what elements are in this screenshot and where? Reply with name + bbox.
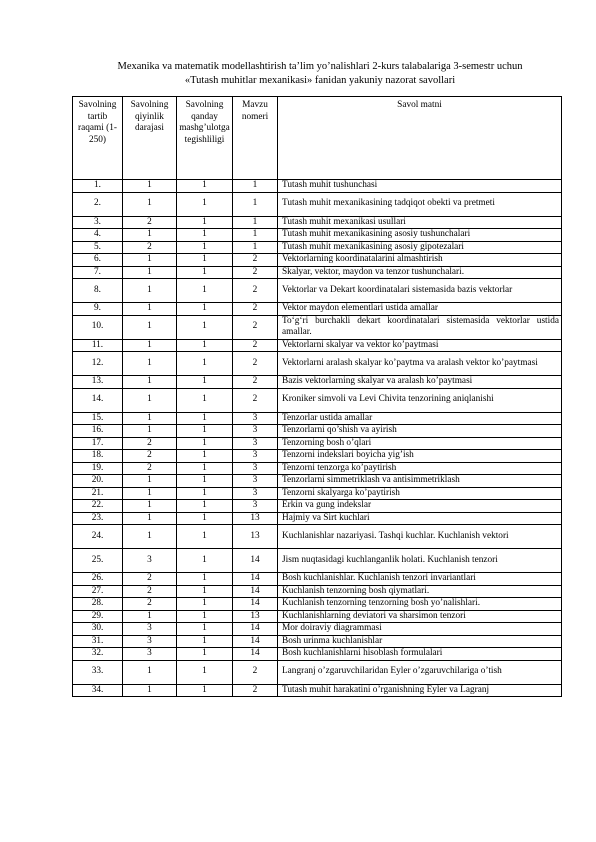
row-number: 25. (73, 549, 123, 573)
row-session-type: 1 (177, 180, 233, 193)
row-difficulty: 2 (123, 450, 177, 463)
row-difficulty: 1 (123, 303, 177, 316)
row-question-text: Langranj o’zgaruvchilaridan Eyler o’zgaruvchilariga o’tish (278, 660, 562, 684)
row-question-text: Tenzorni indekslari boyicha yig’ish (278, 450, 562, 463)
row-topic-number: 13 (233, 610, 278, 623)
row-difficulty: 3 (123, 549, 177, 573)
row-session-type: 1 (177, 475, 233, 488)
row-question-text: Kroniker simvoli va Levi Chivita tenzorining aniqlanishi (278, 388, 562, 412)
questions-table (72, 96, 562, 697)
table-row (73, 180, 562, 193)
table-row (73, 241, 562, 254)
row-session-type: 1 (177, 339, 233, 352)
table-row (73, 437, 562, 450)
row-topic-number: 2 (233, 254, 278, 267)
row-session-type: 1 (177, 598, 233, 611)
row-question-text: Tutash muhit mexanikasining asosiy gipotezalari (278, 241, 562, 254)
row-topic-number: 1 (233, 192, 278, 216)
table-row (73, 192, 562, 216)
row-difficulty: 1 (123, 229, 177, 242)
table-row (73, 573, 562, 586)
table-row (73, 216, 562, 229)
row-difficulty: 2 (123, 241, 177, 254)
table-row (73, 635, 562, 648)
row-topic-number: 14 (233, 648, 278, 661)
row-number: 26. (73, 573, 123, 586)
row-question-text: Skalyar, vektor, maydon va tenzor tushunchalari. (278, 266, 562, 279)
header-topic-number: Mavzu nomeri (233, 97, 278, 180)
table-row (73, 598, 562, 611)
row-question-text: Tenzorlarni simmetriklash va antisimmetriklash (278, 475, 562, 488)
row-question-text: To‘g‘ri burchakli dekart koordinatalari sistemasida vektorlar ustida amallar. (278, 315, 562, 339)
row-topic-number: 3 (233, 475, 278, 488)
row-topic-number: 2 (233, 684, 278, 697)
row-topic-number: 3 (233, 437, 278, 450)
row-topic-number: 14 (233, 635, 278, 648)
row-number: 10. (73, 315, 123, 339)
row-topic-number: 14 (233, 573, 278, 586)
row-session-type: 1 (177, 425, 233, 438)
row-topic-number: 13 (233, 512, 278, 525)
table-row (73, 585, 562, 598)
row-session-type: 1 (177, 684, 233, 697)
row-question-text: Tutash muhit mexanikasining tadqiqot obekti va pretmeti (278, 192, 562, 216)
row-question-text: Tutash muhit harakatini o’rganishning Eyler va Lagranj (278, 684, 562, 697)
row-number: 30. (73, 623, 123, 636)
row-difficulty: 2 (123, 437, 177, 450)
row-number: 6. (73, 254, 123, 267)
row-question-text: Tenzorlar ustida amallar (278, 412, 562, 425)
row-question-text: Vektorlarni aralash skalyar ko’paytma va aralash vektor ko’paytmasi (278, 352, 562, 376)
row-difficulty: 3 (123, 648, 177, 661)
row-question-text: Bosh kuchlanishlarni hisoblash formulalari (278, 648, 562, 661)
row-number: 15. (73, 412, 123, 425)
row-topic-number: 1 (233, 216, 278, 229)
row-topic-number: 1 (233, 180, 278, 193)
row-topic-number: 2 (233, 315, 278, 339)
row-topic-number: 2 (233, 266, 278, 279)
row-number: 9. (73, 303, 123, 316)
row-difficulty: 1 (123, 180, 177, 193)
table-row (73, 425, 562, 438)
row-difficulty: 1 (123, 192, 177, 216)
row-number: 23. (73, 512, 123, 525)
row-number: 18. (73, 450, 123, 463)
row-question-text: Tenzorning bosh o’qlari (278, 437, 562, 450)
row-session-type: 1 (177, 525, 233, 549)
row-number: 2. (73, 192, 123, 216)
row-session-type: 1 (177, 388, 233, 412)
table-row (73, 525, 562, 549)
row-session-type: 1 (177, 623, 233, 636)
row-question-text: Vektorlarning koordinatalarini almashtirish (278, 254, 562, 267)
row-question-text: Tutash muhit mexanikasi usullari (278, 216, 562, 229)
table-row (73, 315, 562, 339)
row-topic-number: 14 (233, 598, 278, 611)
row-session-type: 1 (177, 352, 233, 376)
table-row (73, 475, 562, 488)
row-question-text: Bosh urinma kuchlanishlar (278, 635, 562, 648)
row-question-text: Mor doiraviy diagrammasi (278, 623, 562, 636)
row-number: 31. (73, 635, 123, 648)
row-question-text: Bosh kuchlanishlar. Kuchlanish tenzori invariantlari (278, 573, 562, 586)
row-session-type: 1 (177, 610, 233, 623)
row-difficulty: 1 (123, 610, 177, 623)
table-row (73, 660, 562, 684)
row-session-type: 1 (177, 487, 233, 500)
row-difficulty: 1 (123, 315, 177, 339)
row-difficulty: 2 (123, 216, 177, 229)
row-difficulty: 1 (123, 425, 177, 438)
row-difficulty: 1 (123, 376, 177, 389)
table-row (73, 623, 562, 636)
row-topic-number: 2 (233, 388, 278, 412)
row-topic-number: 2 (233, 352, 278, 376)
row-session-type: 1 (177, 412, 233, 425)
row-difficulty: 1 (123, 339, 177, 352)
row-difficulty: 3 (123, 623, 177, 636)
table-row (73, 388, 562, 412)
row-topic-number: 3 (233, 425, 278, 438)
row-topic-number: 14 (233, 549, 278, 573)
row-session-type: 1 (177, 585, 233, 598)
table-row (73, 487, 562, 500)
row-number: 33. (73, 660, 123, 684)
row-topic-number: 2 (233, 376, 278, 389)
title-line-2: «Tutash muhitlar mexanikasi» fanidan yakuniy nazorat savollari (184, 75, 456, 86)
row-number: 17. (73, 437, 123, 450)
row-question-text: Tenzorni tenzorga ko’paytirish (278, 462, 562, 475)
row-topic-number: 3 (233, 487, 278, 500)
row-difficulty: 2 (123, 573, 177, 586)
row-session-type: 1 (177, 241, 233, 254)
table-row (73, 376, 562, 389)
table-row (73, 610, 562, 623)
row-question-text: Vektor maydon elementlari ustida amallar (278, 303, 562, 316)
row-session-type: 1 (177, 462, 233, 475)
row-session-type: 1 (177, 376, 233, 389)
row-difficulty: 1 (123, 487, 177, 500)
row-number: 12. (73, 352, 123, 376)
row-question-text: Kuchlanishlar nazariyasi. Tashqi kuchlar. Kuchlanish vektori (278, 525, 562, 549)
row-difficulty: 1 (123, 500, 177, 513)
row-question-text: Kuchlanish tenzorning bosh qiymatlari. (278, 585, 562, 598)
table-row (73, 648, 562, 661)
row-difficulty: 3 (123, 635, 177, 648)
row-topic-number: 2 (233, 303, 278, 316)
row-topic-number: 3 (233, 500, 278, 513)
row-number: 20. (73, 475, 123, 488)
row-difficulty: 1 (123, 525, 177, 549)
table-row (73, 512, 562, 525)
table-row (73, 254, 562, 267)
row-number: 4. (73, 229, 123, 242)
table-row (73, 462, 562, 475)
table-row (73, 450, 562, 463)
row-topic-number: 2 (233, 339, 278, 352)
row-difficulty: 1 (123, 279, 177, 303)
row-number: 24. (73, 525, 123, 549)
row-difficulty: 2 (123, 462, 177, 475)
title-line-1: Mexanika va matematik modellashtirish ta’lim yo’nalishlari 2-kurs talabalariga 3-semestr uchun (117, 61, 523, 72)
table-row (73, 549, 562, 573)
row-session-type: 1 (177, 254, 233, 267)
row-question-text: Tenzorlarni qo’shish va ayirish (278, 425, 562, 438)
row-difficulty: 1 (123, 475, 177, 488)
row-difficulty: 1 (123, 352, 177, 376)
row-number: 7. (73, 266, 123, 279)
row-question-text: Bazis vektorlarning skalyar va aralash ko’paytmasi (278, 376, 562, 389)
row-number: 8. (73, 279, 123, 303)
document-title (70, 60, 570, 88)
row-session-type: 1 (177, 437, 233, 450)
row-question-text: Vektorlar va Dekart koordinatalari sistemasida bazis vektorlar (278, 279, 562, 303)
table-row (73, 266, 562, 279)
table-row (73, 339, 562, 352)
row-question-text: Jism nuqtasidagi kuchlanganlik holati. Kuchlanish tenzori (278, 549, 562, 573)
row-topic-number: 1 (233, 241, 278, 254)
row-topic-number: 1 (233, 229, 278, 242)
table-row (73, 352, 562, 376)
row-topic-number: 14 (233, 585, 278, 598)
row-difficulty: 1 (123, 412, 177, 425)
row-difficulty: 1 (123, 660, 177, 684)
header-question-number: Savolning tartib raqami (1-250) (73, 97, 123, 180)
header-difficulty: Savolning qiyinlik darajasi (123, 97, 177, 180)
row-topic-number: 13 (233, 525, 278, 549)
row-question-text: Kuchlanish tenzorning tenzorning bosh yo’nalishlari. (278, 598, 562, 611)
row-topic-number: 3 (233, 462, 278, 475)
row-difficulty: 1 (123, 254, 177, 267)
row-session-type: 1 (177, 192, 233, 216)
row-question-text: Tutash muhit mexanikasining asosiy tushunchalari (278, 229, 562, 242)
row-session-type: 1 (177, 500, 233, 513)
row-session-type: 1 (177, 648, 233, 661)
row-session-type: 1 (177, 303, 233, 316)
row-number: 19. (73, 462, 123, 475)
row-session-type: 1 (177, 635, 233, 648)
table-row (73, 412, 562, 425)
row-difficulty: 1 (123, 684, 177, 697)
row-session-type: 1 (177, 229, 233, 242)
row-difficulty: 1 (123, 388, 177, 412)
row-number: 16. (73, 425, 123, 438)
row-difficulty: 2 (123, 585, 177, 598)
row-session-type: 1 (177, 266, 233, 279)
row-topic-number: 2 (233, 279, 278, 303)
row-question-text: Tutash muhit tushunchasi (278, 180, 562, 193)
row-number: 3. (73, 216, 123, 229)
row-session-type: 1 (177, 573, 233, 586)
row-number: 5. (73, 241, 123, 254)
row-number: 28. (73, 598, 123, 611)
row-question-text: Kuchlanishlarning deviatori va sharsimon tenzori (278, 610, 562, 623)
row-topic-number: 2 (233, 660, 278, 684)
row-number: 32. (73, 648, 123, 661)
row-question-text: Erkin va gung indekslar (278, 500, 562, 513)
header-question-text: Savol matni (278, 97, 562, 180)
row-session-type: 1 (177, 512, 233, 525)
row-difficulty: 2 (123, 598, 177, 611)
row-session-type: 1 (177, 216, 233, 229)
table-body (73, 180, 562, 697)
table-row (73, 279, 562, 303)
row-number: 22. (73, 500, 123, 513)
row-difficulty: 1 (123, 266, 177, 279)
table-row (73, 500, 562, 513)
row-question-text: Hajmiy va Sirt kuchlari (278, 512, 562, 525)
header-session-type: Savolning qanday mashg’ulotga tegishliligi (177, 97, 233, 180)
row-question-text: Tenzorni skalyarga ko’paytirish (278, 487, 562, 500)
table-row (73, 303, 562, 316)
row-question-text: Vektorlarni skalyar va vektor ko’paytmasi (278, 339, 562, 352)
row-number: 34. (73, 684, 123, 697)
row-session-type: 1 (177, 279, 233, 303)
row-number: 14. (73, 388, 123, 412)
row-number: 21. (73, 487, 123, 500)
row-session-type: 1 (177, 315, 233, 339)
row-topic-number: 3 (233, 412, 278, 425)
row-session-type: 1 (177, 549, 233, 573)
row-number: 27. (73, 585, 123, 598)
table-row (73, 229, 562, 242)
table-row (73, 684, 562, 697)
row-session-type: 1 (177, 450, 233, 463)
row-number: 11. (73, 339, 123, 352)
row-session-type: 1 (177, 660, 233, 684)
row-topic-number: 3 (233, 450, 278, 463)
row-topic-number: 14 (233, 623, 278, 636)
row-number: 1. (73, 180, 123, 193)
row-number: 29. (73, 610, 123, 623)
row-difficulty: 1 (123, 512, 177, 525)
row-number: 13. (73, 376, 123, 389)
